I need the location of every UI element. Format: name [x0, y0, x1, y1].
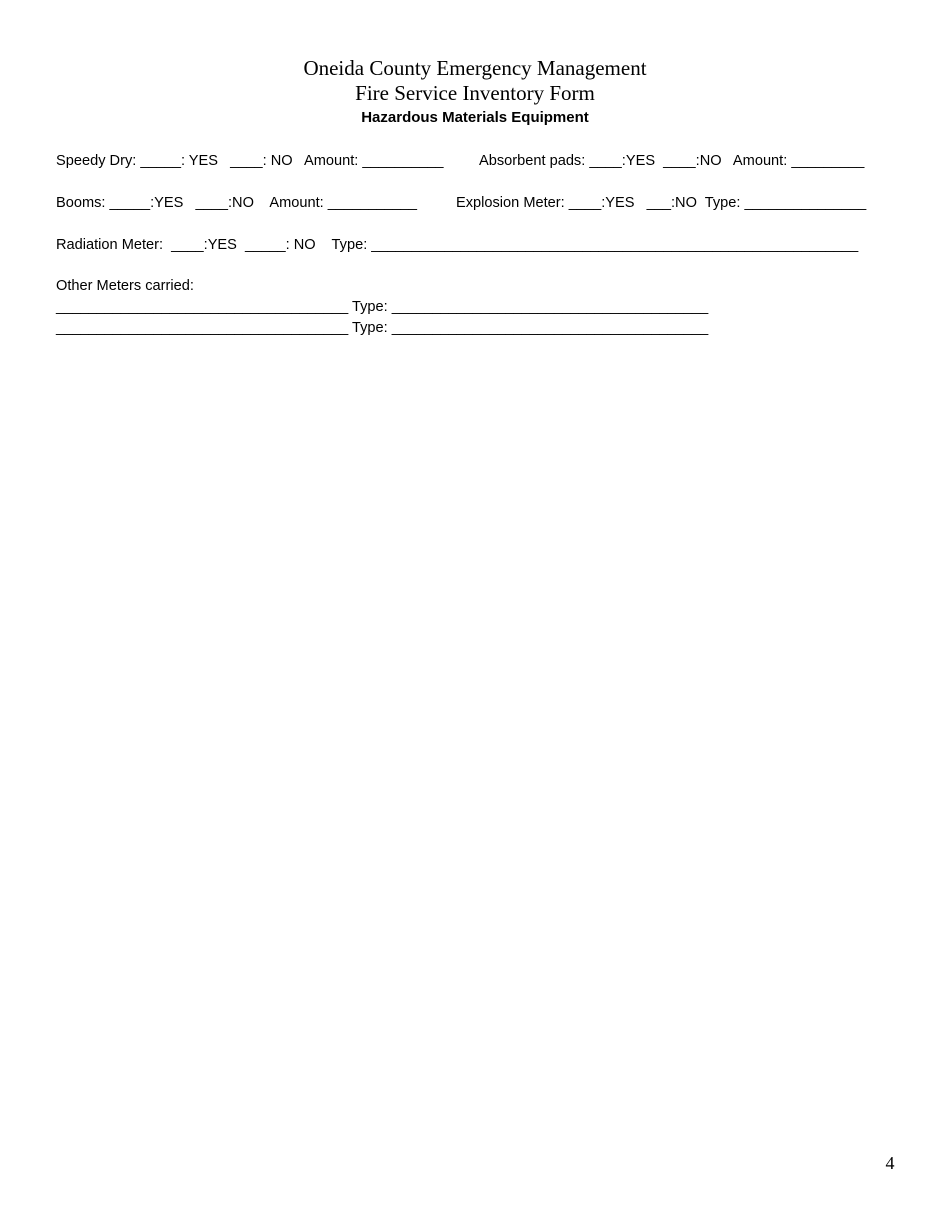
row-radiation-meter	[56, 236, 859, 272]
form-title: Fire Service Inventory Form	[355, 81, 595, 105]
page-number: 4	[885, 1153, 895, 1173]
other-meters-label: Other Meters carried:	[56, 278, 194, 294]
agency-title: Oneida County Emergency Management	[303, 56, 647, 80]
other-meter-line-1[interactable]: ____________________________________ Type: _______________________________________	[56, 299, 709, 315]
speedy-dry-field[interactable]: Speedy Dry: _____: YES ____: NO Amount: __________	[56, 153, 444, 169]
form-header	[0, 56, 950, 130]
section-title: Hazardous Materials Equipment	[361, 109, 589, 126]
booms-field[interactable]: Booms: _____:YES ____:NO Amount: ___________	[56, 195, 418, 211]
absorbent-pads-field[interactable]: Absorbent pads: ____:YES ____:NO Amount: _________	[479, 153, 865, 169]
explosion-meter-field[interactable]: Explosion Meter: ____:YES ___:NO Type: _______________	[456, 195, 867, 211]
radiation-meter-field[interactable]: Radiation Meter: ____:YES _____: NO Type: ____________________________________________________________	[56, 237, 859, 253]
other-meter-line-2[interactable]: ____________________________________ Type: _______________________________________	[56, 320, 709, 336]
